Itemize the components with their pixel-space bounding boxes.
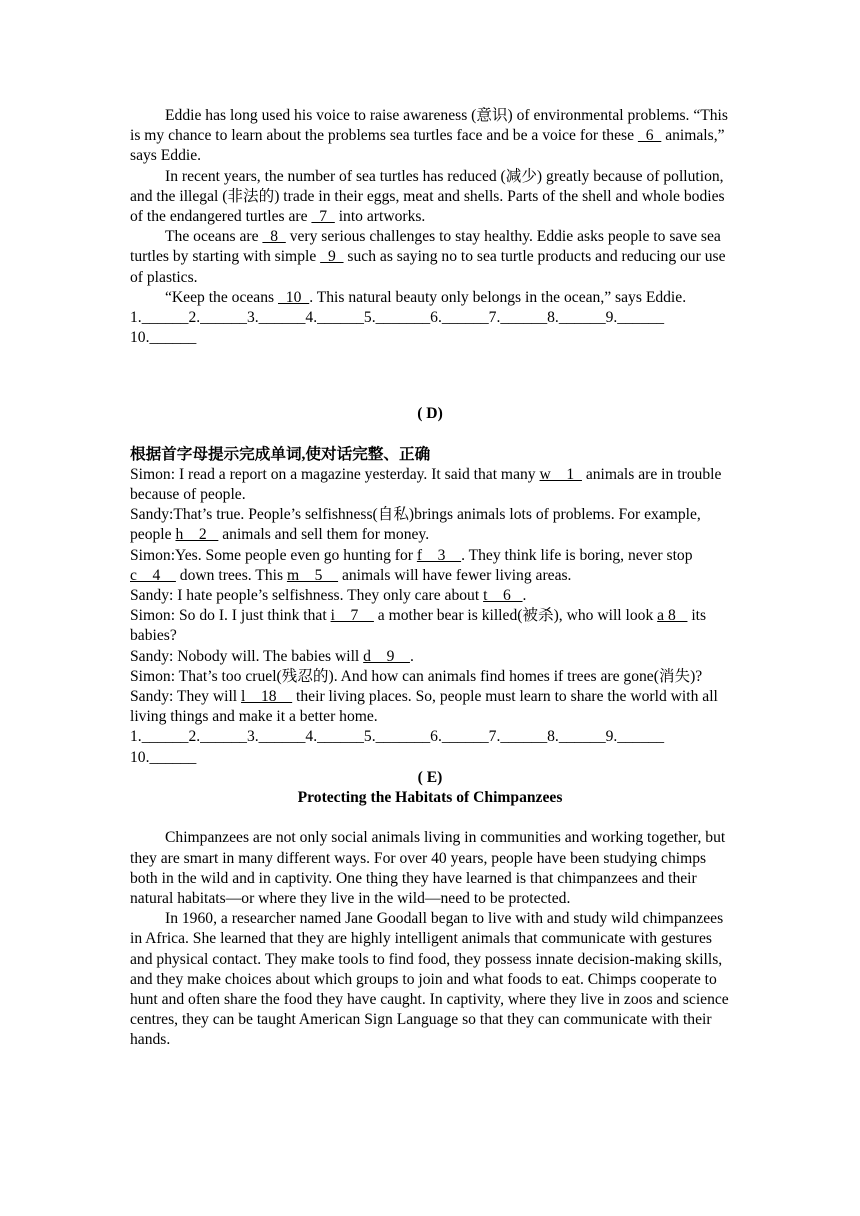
text: animals will have fewer living areas. <box>338 566 572 584</box>
dialog-line-3 <box>130 546 730 586</box>
answer-row-2[interactable]: 10.______ <box>130 329 197 347</box>
text: a mother bear is killed(被杀), who will look <box>373 607 658 625</box>
text: . <box>522 587 527 605</box>
text: . <box>409 647 414 665</box>
paragraph-c1 <box>130 106 730 167</box>
text: animals and sell them for money. <box>218 526 430 544</box>
answer-lines-d <box>130 727 730 767</box>
text: its babies? <box>130 607 707 645</box>
text: animals,” says Eddie. <box>130 127 725 165</box>
blank-7[interactable]: 7 <box>311 208 335 226</box>
section-d-instruction: 根据首字母提示完成单词,使对话完整、正确 <box>130 445 431 463</box>
spacer <box>130 808 730 828</box>
dialog-line-1 <box>130 465 730 505</box>
spacer <box>130 348 730 404</box>
paragraph-e1: Chimpanzees are not only social animals living in communities and working together, but they are smart in many different ways. For over 40 years, people have been studying chimps both in the wild and in captivity. One thing they have learned is that chimpanzees and their natural habitats—or where they live in the wild—need to be protected. <box>130 829 726 907</box>
dialog-line-8 <box>130 687 730 727</box>
blank-7[interactable]: i 7 <box>330 607 374 625</box>
text: such as saying no to sea turtle products and reducing our use of plastics. <box>130 248 726 286</box>
blank-10[interactable]: l 18 <box>241 688 293 706</box>
text: Simon: That’s too cruel(残忍的). And how can animals find homes if trees are gone(消失)? <box>130 667 703 685</box>
paragraph-c2 <box>130 167 730 228</box>
text: The oceans are <box>165 228 263 246</box>
answer-row-2[interactable]: 10.______ <box>130 748 197 766</box>
text: Sandy: Nobody will. The babies will <box>130 647 364 665</box>
dialog-line-5 <box>130 606 730 646</box>
text: Sandy: I hate people’s selfishness. They only care about <box>130 587 484 605</box>
blank-8[interactable]: 8 <box>262 228 286 246</box>
paragraph-c4 <box>130 288 730 308</box>
text: In recent years, the number of sea turtles has reduced (减少) greatly because of pollution, and the illegal (非法的) trade in their eggs, meat and shells. Parts of the shell and whole bodies of the endangered turtles are <box>130 167 725 226</box>
text: Simon:Yes. Some people even go hunting for <box>130 546 417 564</box>
text: into artworks. <box>334 208 426 226</box>
section-d-heading: ( D) <box>417 405 443 423</box>
document-body <box>130 106 730 1051</box>
blank-6[interactable]: 6 <box>637 127 662 145</box>
paragraph-c3 <box>130 227 730 288</box>
text: Simon: I read a report on a magazine yesterday. It said that many <box>130 465 540 483</box>
text: Eddie has long used his voice to raise awareness (意识) of environmental problems. “This is my chance to learn about the problems sea turtles face and be a voice for these <box>130 107 728 145</box>
blank-6[interactable]: t 6 <box>483 587 523 605</box>
blank-8[interactable]: a 8 <box>657 607 688 625</box>
section-e-heading: ( E) <box>417 768 443 786</box>
text: . They think life is boring, never stop <box>461 546 693 564</box>
answer-lines-c <box>130 308 730 348</box>
blank-9[interactable]: 9 <box>320 248 344 266</box>
text: very serious challenges to stay healthy. Eddie asks people to save sea turtles by starting with simple <box>130 228 721 266</box>
dialog-line-7 <box>130 667 730 687</box>
text: down trees. This <box>175 566 287 584</box>
blank-5[interactable]: m 5 <box>286 566 339 584</box>
blank-4[interactable]: c 4 <box>130 566 176 584</box>
answer-row-1[interactable]: 1.______2.______3.______4.______5._______6.______7.______8.______9.______ <box>130 309 665 327</box>
dialog-line-4 <box>130 586 730 606</box>
text: Sandy: They will <box>130 688 242 706</box>
blank-1[interactable]: w 1 <box>539 465 582 483</box>
text: “Keep the oceans <box>165 288 278 306</box>
text: their living places. So, people must learn to share the world with all living things and make it a better home. <box>130 688 718 726</box>
blank-10[interactable]: 10 <box>278 288 310 306</box>
dialog-line-6 <box>130 647 730 667</box>
section-e-title: Protecting the Habitats of Chimpanzees <box>297 789 563 807</box>
answer-row-1[interactable]: 1.______2.______3.______4.______5._______6.______7.______8.______9.______ <box>130 728 665 746</box>
text: Sandy:That’s true. People’s selfishness(自私)brings animals lots of problems. For example, people <box>130 506 701 544</box>
blank-9[interactable]: d 9 <box>363 647 410 665</box>
spacer <box>130 425 730 445</box>
text: animals are in trouble because of people. <box>130 465 722 504</box>
blank-2[interactable]: h 2 <box>175 526 219 544</box>
text: Simon: So do I. I just think that <box>130 607 331 625</box>
blank-3[interactable]: f 3 <box>416 546 462 564</box>
text: . This natural beauty only belongs in the ocean,” says Eddie. <box>309 288 687 306</box>
dialog-line-2 <box>130 505 730 545</box>
paragraph-e2: In 1960, a researcher named Jane Goodall began to live with and study wild chimpanzees in Africa. She learned that they are highly intelligent animals that communicate with gestures and physical contact. They make tools to find food, they possess innate decision-making skills, and they make choices about which groups to join and what foods to eat. Chimps cooperate to hunt and often share the food they have caught. In captivity, where they live in zoos and science centres, they can be taught American Sign Language so that they can communicate with their hands. <box>130 910 729 1049</box>
